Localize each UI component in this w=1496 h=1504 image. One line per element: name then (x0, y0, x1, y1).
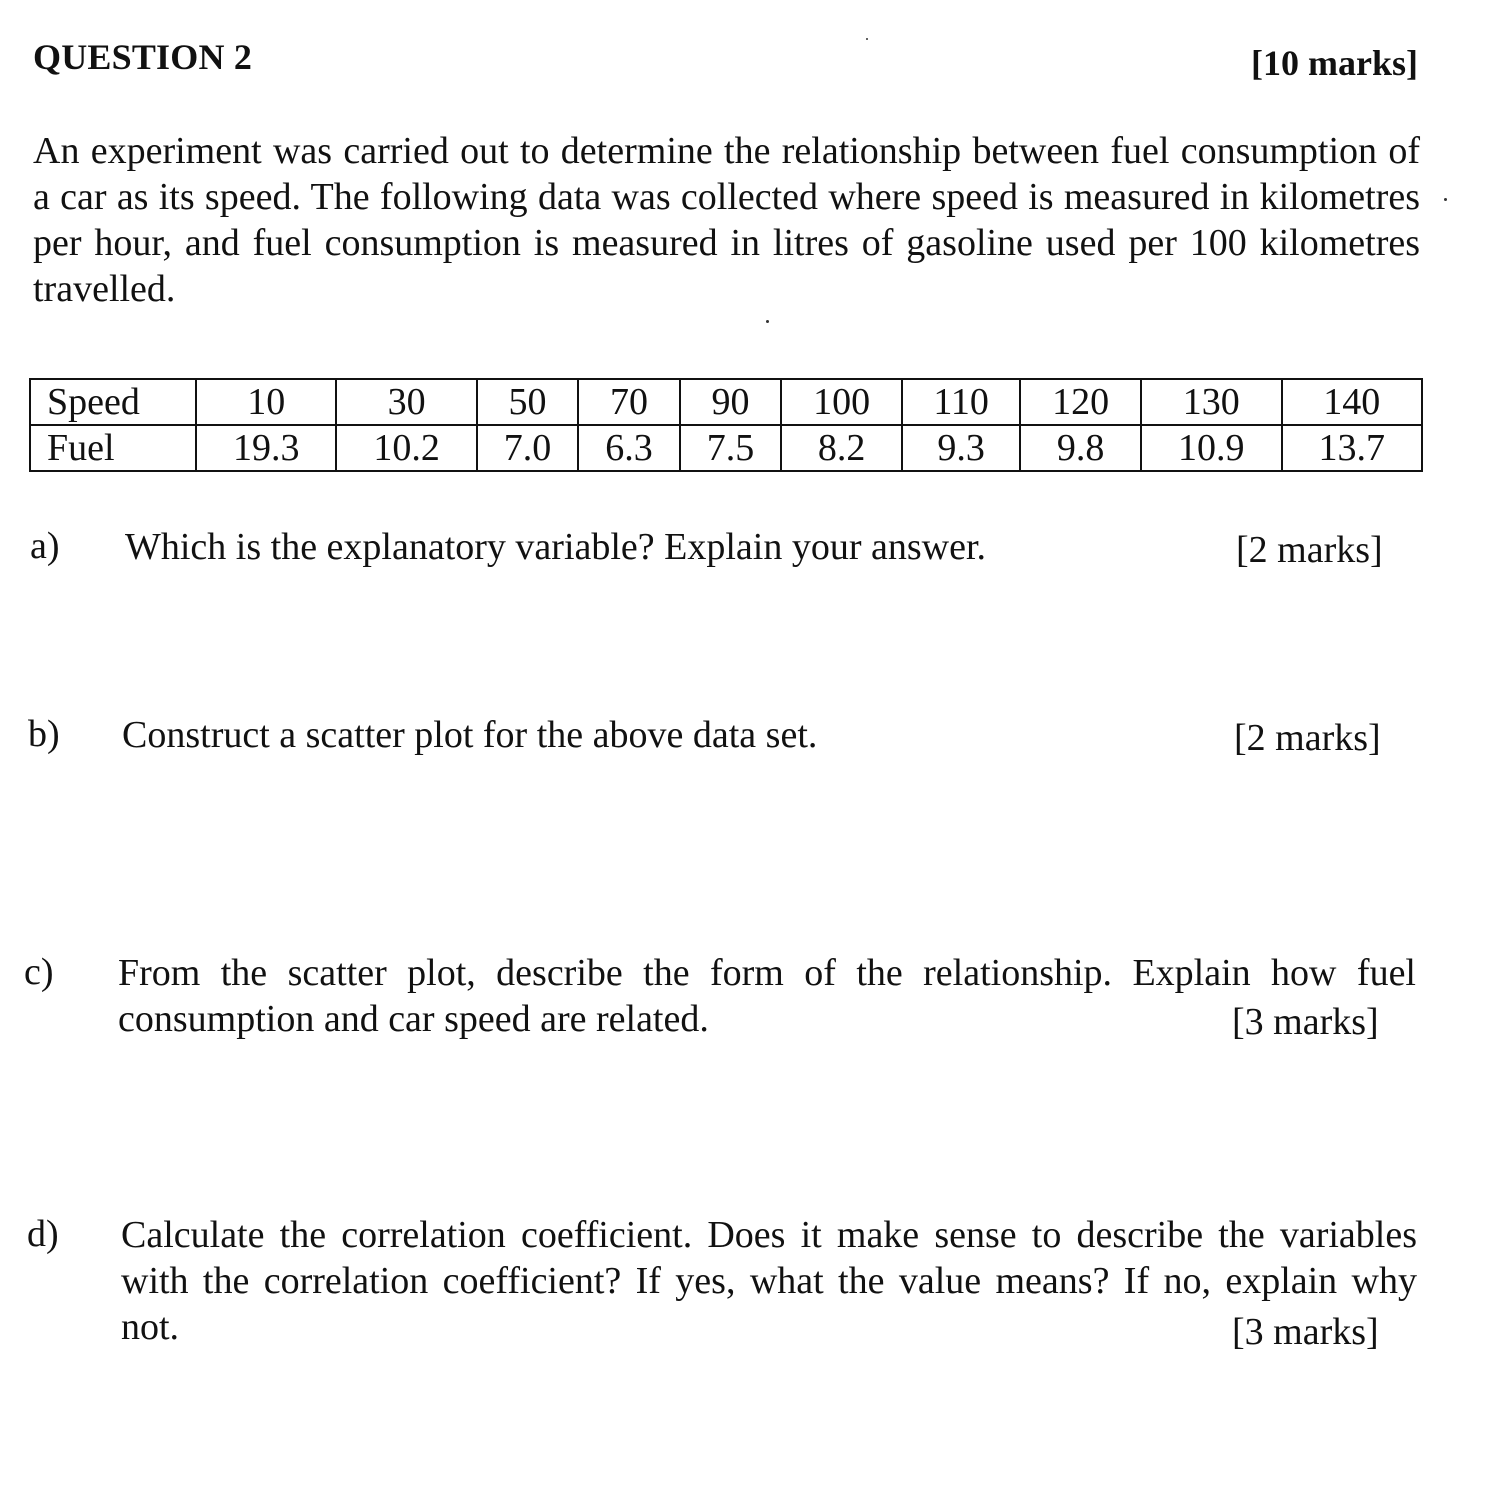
table-cell: 30 (336, 379, 476, 425)
question-title: QUESTION 2 (33, 37, 253, 77)
table-cell: 130 (1141, 379, 1281, 425)
question-c-text: From the scatter plot, describe the form of the relationship. Explain how fuel consumption and car speed are related. (118, 952, 1416, 1040)
question-c-marks: [3 marks] (1232, 1001, 1379, 1043)
table-row-speed (30, 379, 1422, 425)
table-cell: 6.3 (578, 425, 679, 471)
question-b-marks: [2 marks] (1234, 717, 1381, 759)
table-cell: 90 (680, 379, 781, 425)
question-d-text: Calculate the correlation coefficient. Does it make sense to describe the variables with the correlation coefficient? If yes, what the value means? If no, explain why not. (121, 1214, 1417, 1348)
table-cell: 19.3 (196, 425, 336, 471)
table-cell: 140 (1282, 379, 1423, 425)
table-cell: 7.5 (680, 425, 781, 471)
table-cell: 70 (578, 379, 679, 425)
table-cell: 9.3 (902, 425, 1020, 471)
question-d-label: d) (27, 1213, 59, 1255)
total-marks: [10 marks] (1251, 43, 1418, 83)
question-d-marks: [3 marks] (1232, 1311, 1379, 1353)
question-a-text: Which is the explanatory variable? Explain your answer. (125, 526, 987, 568)
table-cell: 7.0 (477, 425, 578, 471)
question-b-label: b) (28, 713, 60, 755)
table-cell: 8.2 (781, 425, 902, 471)
table-row-fuel (30, 425, 1422, 471)
question-a-label: a) (30, 525, 60, 567)
table-cell: 9.8 (1020, 425, 1141, 471)
row-header: Fuel (30, 425, 196, 471)
table-cell: 110 (902, 379, 1020, 425)
table-cell: 13.7 (1282, 425, 1423, 471)
table-cell: 10 (196, 379, 336, 425)
table-cell: 100 (781, 379, 902, 425)
question-b-text: Construct a scatter plot for the above data set. (122, 714, 818, 756)
stray-mark (1444, 198, 1447, 201)
question-a-marks: [2 marks] (1236, 529, 1383, 571)
row-header: Speed (30, 379, 196, 425)
data-table (29, 378, 1423, 472)
intro-paragraph: An experiment was carried out to determine the relationship between fuel consumption of a car as its speed. The following data was collected where speed is measured in kilometres per hour, and fuel consumption is measured in litres of gasoline used per 100 kilometres travelled. (33, 130, 1420, 310)
stray-mark (866, 38, 868, 40)
table-cell: 10.9 (1141, 425, 1281, 471)
table-cell: 10.2 (336, 425, 476, 471)
stray-mark (766, 320, 769, 323)
question-c-label: c) (24, 951, 54, 993)
table-cell: 50 (477, 379, 578, 425)
table-cell: 120 (1020, 379, 1141, 425)
